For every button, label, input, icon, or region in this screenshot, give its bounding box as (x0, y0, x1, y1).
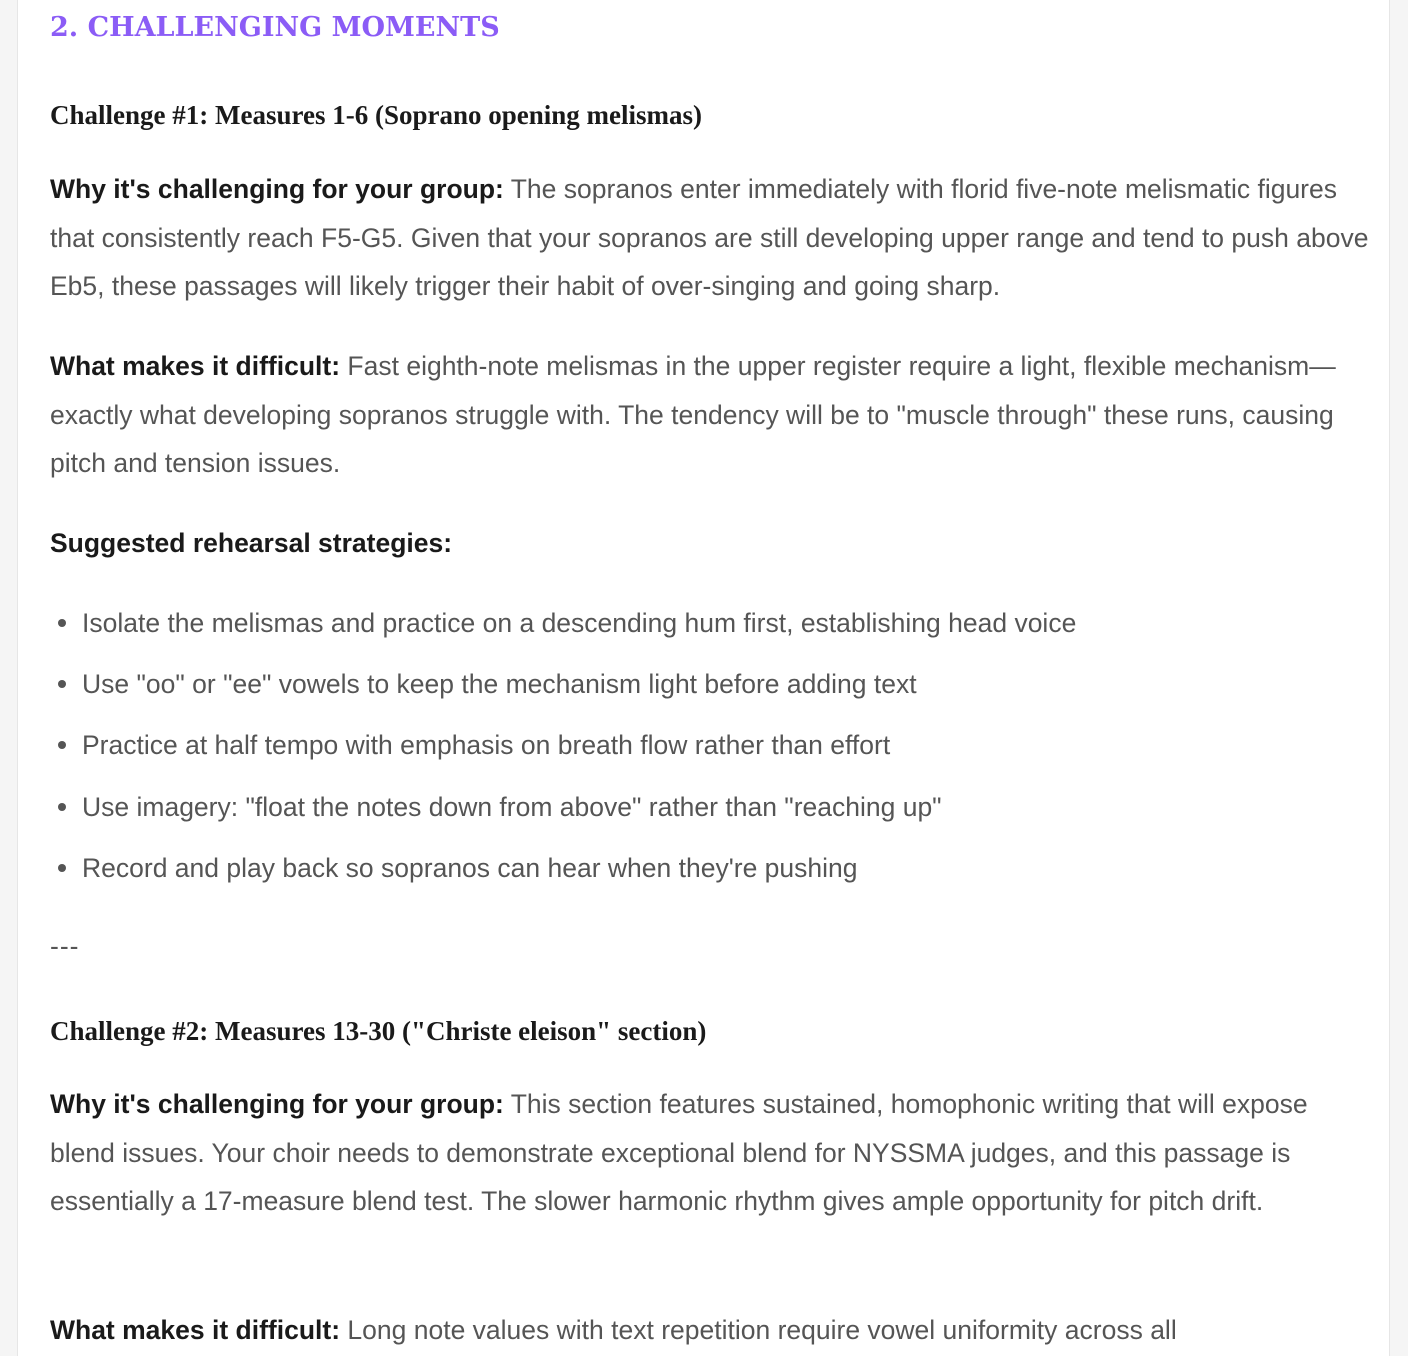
challenge-1-difficult-label: What makes it difficult: (50, 351, 341, 381)
challenge-1-why-label: Why it's challenging for your group: (50, 174, 504, 204)
list-item (50, 784, 1076, 845)
challenge-2-difficult-label: What makes it difficult: (50, 1315, 341, 1345)
bullet-icon (58, 864, 66, 872)
challenge-2-difficult-text: Long note values with text repetition require vowel uniformity across all (340, 1315, 1177, 1345)
strategies-label: Suggested rehearsal strategies: (50, 528, 453, 558)
document-card (17, 0, 1390, 1356)
challenge-1-difficult-paragraph (50, 342, 1370, 488)
challenge-2-why-paragraph (50, 1080, 1370, 1226)
challenge-1-heading: Challenge #1: Measures 1-6 (Soprano opening melismas) (50, 100, 702, 130)
section-title: 2. CHALLENGING MOMENTS (50, 12, 500, 43)
bullet-icon (58, 619, 66, 627)
challenge-2-why-text: This section features sustained, homophonic writing that will expose blend issues. Your choir needs to demonstrate exceptional blend for NYSSMA judges, and this passage is essentially a 17-measure blend test. The slower harmonic rhythm gives ample opportunity for pitch drift. (50, 1089, 1308, 1216)
challenge-2-why-label: Why it's challenging for your group: (50, 1089, 504, 1119)
list-item (50, 661, 1076, 722)
list-item-text: Record and play back so sopranos can hear when they're pushing (82, 852, 858, 883)
challenge-1-difficult-text: Fast eighth-note melismas in the upper register require a light, flexible mechanism—exactly what developing sopranos struggle with. The tendency will be to "muscle through" these runs, causing pitch and tension issues. (50, 351, 1336, 478)
list-item (50, 722, 1076, 783)
bullet-icon (58, 680, 66, 688)
list-item-text: Use "oo" or "ee" vowels to keep the mechanism light before adding text (82, 669, 917, 700)
list-item-text: Practice at half tempo with emphasis on breath flow rather than effort (82, 730, 891, 761)
challenge-2-difficult-paragraph (50, 1306, 1370, 1355)
challenge-1-why-paragraph (50, 165, 1370, 311)
bullet-icon (58, 741, 66, 749)
list-item (50, 845, 1076, 906)
strategies-list (50, 600, 1076, 906)
bullet-icon (58, 803, 66, 811)
challenge-1-why-text: The sopranos enter immediately with florid five-note melismatic figures that consistently reach F5-G5. Given that your sopranos are still developing upper range and tend to push above Eb5, these passages will likely trigger their habit of over-singing and going sharp. (50, 174, 1369, 301)
list-item (50, 600, 1076, 661)
list-item-text: Use imagery: "float the notes down from above" rather than "reaching up" (82, 791, 942, 822)
challenge-2-heading: Challenge #2: Measures 13-30 ("Christe eleison" section) (50, 1016, 707, 1046)
list-item-text: Isolate the melismas and practice on a descending hum first, establishing head voice (82, 608, 1077, 638)
section-divider: --- (50, 931, 80, 961)
